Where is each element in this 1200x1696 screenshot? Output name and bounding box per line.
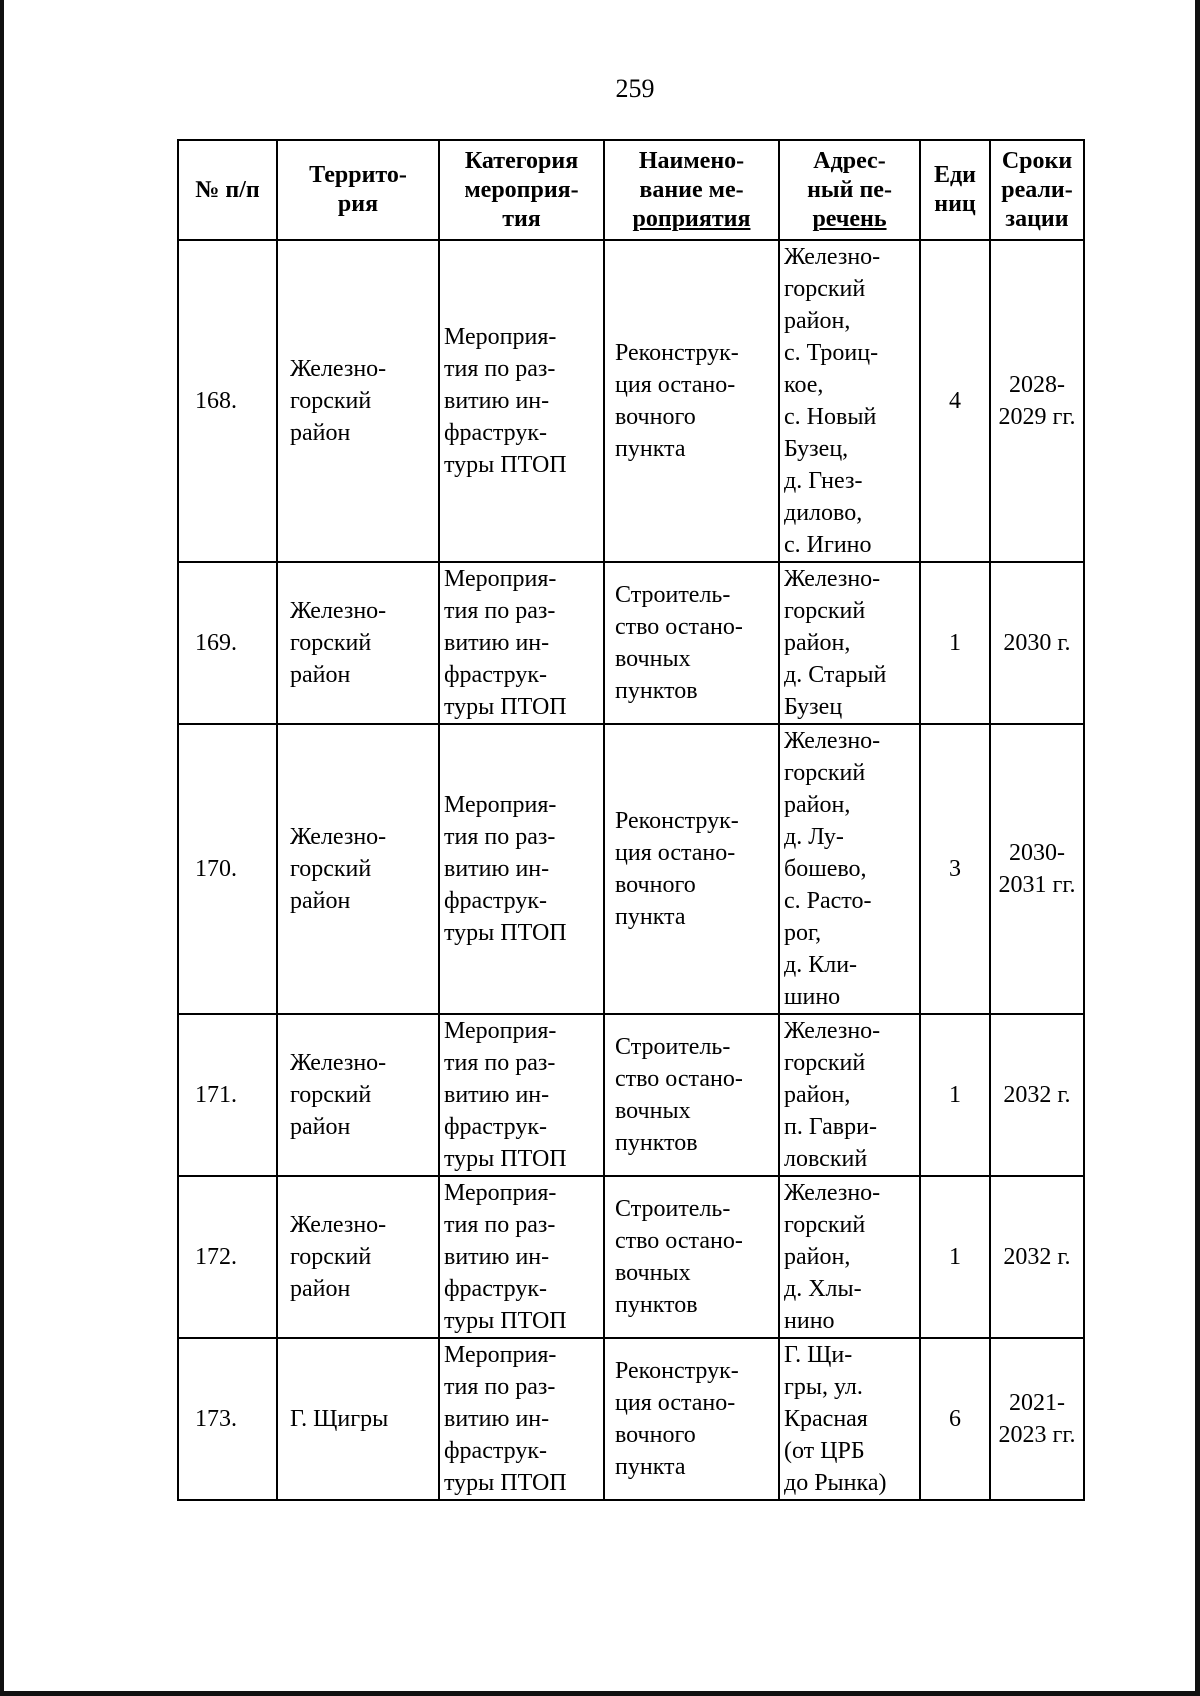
cell-name-line: Строитель-: [615, 1034, 731, 1060]
header-address: [779, 140, 920, 240]
cell-territory: [277, 724, 439, 1014]
cell-name-line: пунктов: [615, 678, 698, 704]
cell-category-line: тия по раз-: [444, 1050, 556, 1076]
cell-name-line: пункта: [615, 1454, 686, 1480]
cell-category-line: фраструк-: [444, 1114, 547, 1140]
cell-category-line: фраструк-: [444, 1438, 547, 1464]
table-row: [178, 1338, 1084, 1500]
cell-term: [990, 724, 1084, 1014]
header-term-line: Сроки: [1001, 147, 1073, 174]
cell-name-line: ция остано-: [615, 1390, 736, 1416]
cell-category-line: туры ПТОП: [444, 452, 567, 478]
cell-category: [439, 240, 604, 562]
header-category: [439, 140, 604, 240]
scan-border-right: [1195, 0, 1200, 1696]
cell-name-line: вочных: [615, 646, 691, 672]
cell-territory: [277, 562, 439, 724]
cell-address-line: Г. Щи-: [784, 1342, 853, 1368]
cell-category-line: витию ин-: [444, 1082, 550, 1108]
header-address-line: ный пе-: [807, 176, 892, 203]
cell-name-line: ство остано-: [615, 1066, 743, 1092]
cell-address-line: Железно-: [784, 728, 881, 754]
cell-territory-line: район: [290, 662, 351, 688]
cell-address-line: горский: [784, 1050, 866, 1076]
cell-address-line: горский: [784, 760, 866, 786]
cell-units: 1: [920, 1014, 990, 1176]
header-units-line: ниц: [934, 191, 976, 217]
table-row: [178, 1014, 1084, 1176]
cell-name-line: пункта: [615, 436, 686, 462]
cell-num: 171.: [178, 1014, 277, 1176]
cell-territory-line: Железно-: [290, 824, 387, 850]
cell-name-line: пункта: [615, 904, 686, 930]
header-row: [178, 140, 1084, 240]
cell-address-line: гры, ул.: [784, 1374, 863, 1400]
header-name-line: вание ме-: [639, 176, 744, 203]
header-address-line: речень: [812, 205, 887, 232]
cell-category-line: витию ин-: [444, 388, 550, 414]
table-body: [178, 240, 1084, 1500]
cell-category-line: тия по раз-: [444, 1374, 556, 1400]
cell-address-line: рог,: [784, 920, 822, 946]
cell-category-line: туры ПТОП: [444, 920, 567, 946]
cell-address-line: п. Гаври-: [784, 1114, 877, 1140]
header-name: [604, 140, 779, 240]
cell-territory-line: район: [290, 1114, 351, 1140]
cell-territory-line: горский: [290, 388, 372, 414]
cell-category-line: Мероприя-: [444, 792, 557, 818]
cell-address-line: нино: [784, 1308, 835, 1334]
cell-territory: [277, 1338, 439, 1500]
cell-address-line: горский: [784, 598, 866, 624]
cell-address-line: Красная: [784, 1406, 868, 1432]
cell-category-line: тия по раз-: [444, 356, 556, 382]
cell-category-line: туры ПТОП: [444, 694, 567, 720]
cell-term: [990, 1176, 1084, 1338]
cell-name-line: вочного: [615, 404, 696, 430]
cell-address-line: горский: [784, 276, 866, 302]
cell-category-line: витию ин-: [444, 856, 550, 882]
cell-term-line: 2032 г.: [1003, 1244, 1071, 1270]
cell-territory-line: Г. Щигры: [290, 1406, 389, 1432]
cell-address: [779, 1338, 920, 1500]
cell-territory-line: Железно-: [290, 1050, 387, 1076]
cell-address-line: до Рынка): [784, 1470, 887, 1496]
cell-num: 173.: [178, 1338, 277, 1500]
cell-term-line: 2032 г.: [1003, 1082, 1071, 1108]
header-name-line: роприятия: [632, 205, 751, 232]
cell-address-line: район,: [784, 1082, 851, 1108]
cell-category-line: фраструк-: [444, 420, 547, 446]
header-term-line: реали-: [1001, 176, 1073, 203]
cell-category-line: Мероприя-: [444, 1018, 557, 1044]
cell-address-line: дилово,: [784, 500, 863, 526]
cell-num: 169.: [178, 562, 277, 724]
cell-category-line: туры ПТОП: [444, 1146, 567, 1172]
cell-address-line: д. Лу-: [784, 824, 844, 850]
cell-category-line: фраструк-: [444, 1276, 547, 1302]
cell-name-line: вочных: [615, 1098, 691, 1124]
cell-units: 1: [920, 562, 990, 724]
cell-name-line: вочного: [615, 1422, 696, 1448]
cell-name-line: ция остано-: [615, 840, 736, 866]
header-category-line: Категория: [464, 147, 579, 174]
cell-name: [604, 724, 779, 1014]
cell-address-line: (от ЦРБ: [784, 1438, 865, 1464]
cell-category-line: витию ин-: [444, 630, 550, 656]
header-territory: [277, 140, 439, 240]
header-term-line: зации: [1005, 205, 1069, 232]
cell-address-line: горский: [784, 1212, 866, 1238]
cell-term-line: 2030-: [1009, 840, 1065, 866]
cell-address-line: Железно-: [784, 1180, 881, 1206]
cell-category-line: витию ин-: [444, 1406, 550, 1432]
cell-address: [779, 562, 920, 724]
cell-term-line: 2029 гг.: [998, 404, 1076, 430]
scan-border-left: [0, 0, 4, 1696]
header-address-line: Адрес-: [813, 147, 886, 174]
cell-category: [439, 562, 604, 724]
cell-address-line: д. Кли-: [784, 952, 858, 978]
cell-category: [439, 724, 604, 1014]
table-row: [178, 1176, 1084, 1338]
cell-units: 4: [920, 240, 990, 562]
scan-border-bottom: [0, 1691, 1200, 1696]
cell-term-line: 2021-: [1009, 1390, 1065, 1416]
cell-category-line: туры ПТОП: [444, 1308, 567, 1334]
cell-num: 172.: [178, 1176, 277, 1338]
cell-units: 6: [920, 1338, 990, 1500]
cell-address-line: Железно-: [784, 1018, 881, 1044]
cell-territory: [277, 1176, 439, 1338]
cell-term: [990, 562, 1084, 724]
header-term: [990, 140, 1084, 240]
cell-term: [990, 1338, 1084, 1500]
cell-territory-line: район: [290, 1276, 351, 1302]
header-territory-line: рия: [337, 191, 379, 217]
cell-category-line: Мероприя-: [444, 566, 557, 592]
cell-term-line: 2023 гг.: [998, 1422, 1076, 1448]
cell-address-line: с. Троиц-: [784, 340, 879, 366]
cell-address-line: Железно-: [784, 566, 881, 592]
cell-address-line: с. Расто-: [784, 888, 872, 914]
cell-name-line: Строитель-: [615, 1196, 731, 1222]
cell-term-line: 2030 г.: [1003, 630, 1071, 656]
cell-name-line: ство остано-: [615, 614, 743, 640]
cell-category: [439, 1338, 604, 1500]
header-num: [178, 140, 277, 240]
header-num-line: № п/п: [195, 176, 260, 203]
cell-num: 170.: [178, 724, 277, 1014]
cell-name-line: Реконструк-: [615, 340, 739, 366]
header-category-line: мероприя-: [464, 176, 579, 203]
cell-name: [604, 1176, 779, 1338]
cell-territory-line: Железно-: [290, 1212, 387, 1238]
cell-category-line: Мероприя-: [444, 1180, 557, 1206]
cell-category: [439, 1014, 604, 1176]
header-territory-line: Террито-: [309, 162, 407, 188]
cell-address-line: д. Гнез-: [784, 468, 863, 494]
cell-address-line: район,: [784, 792, 851, 818]
cell-category-line: тия по раз-: [444, 1212, 556, 1238]
cell-category-line: тия по раз-: [444, 598, 556, 624]
cell-name-line: пунктов: [615, 1292, 698, 1318]
cell-name: [604, 1014, 779, 1176]
cell-term-line: 2028-: [1009, 372, 1065, 398]
cell-category-line: тия по раз-: [444, 824, 556, 850]
cell-term: [990, 1014, 1084, 1176]
cell-name-line: ство остано-: [615, 1228, 743, 1254]
header-units: [920, 140, 990, 240]
cell-address-line: с. Игино: [784, 532, 872, 558]
header-units-line: Еди: [934, 162, 976, 188]
cell-name: [604, 240, 779, 562]
page-number: 259: [615, 74, 655, 103]
cell-category-line: Мероприя-: [444, 324, 557, 350]
cell-category-line: фраструк-: [444, 662, 547, 688]
cell-address: [779, 1176, 920, 1338]
cell-name-line: Реконструк-: [615, 1358, 739, 1384]
cell-name-line: вочных: [615, 1260, 691, 1286]
cell-address-line: район,: [784, 1244, 851, 1270]
cell-category-line: Мероприя-: [444, 1342, 557, 1368]
cell-term-line: 2031 гг.: [998, 872, 1076, 898]
cell-name-line: вочного: [615, 872, 696, 898]
cell-category-line: витию ин-: [444, 1244, 550, 1270]
cell-territory: [277, 1014, 439, 1176]
cell-address-line: д. Хлы-: [784, 1276, 862, 1302]
cell-address-line: бошево,: [784, 856, 867, 882]
cell-territory-line: горский: [290, 1244, 372, 1270]
cell-category-line: фраструк-: [444, 888, 547, 914]
cell-name-line: пунктов: [615, 1130, 698, 1156]
cell-address-line: д. Старый: [784, 662, 887, 688]
cell-territory-line: Железно-: [290, 356, 387, 382]
cell-name-line: Реконструк-: [615, 808, 739, 834]
cell-address: [779, 724, 920, 1014]
cell-address-line: ловский: [784, 1146, 868, 1172]
cell-category: [439, 1176, 604, 1338]
table-row: [178, 240, 1084, 562]
cell-units: 3: [920, 724, 990, 1014]
cell-address-line: Железно-: [784, 244, 881, 270]
cell-territory-line: Железно-: [290, 598, 387, 624]
cell-name: [604, 1338, 779, 1500]
header-category-line: тия: [502, 205, 541, 232]
table-row: [178, 724, 1084, 1014]
cell-name-line: ция остано-: [615, 372, 736, 398]
cell-territory-line: горский: [290, 630, 372, 656]
cell-units: 1: [920, 1176, 990, 1338]
cell-address-line: шино: [784, 984, 841, 1010]
cell-territory-line: район: [290, 888, 351, 914]
cell-num: 168.: [178, 240, 277, 562]
header-name-line: Наимено-: [638, 147, 745, 174]
cell-address: [779, 240, 920, 562]
cell-address-line: район,: [784, 308, 851, 334]
cell-territory-line: горский: [290, 856, 372, 882]
cell-address: [779, 1014, 920, 1176]
cell-name-line: Строитель-: [615, 582, 731, 608]
cell-territory-line: горский: [290, 1082, 372, 1108]
cell-territory-line: район: [290, 420, 351, 446]
table-row: [178, 562, 1084, 724]
cell-address-line: с. Новый: [784, 404, 877, 430]
activities-table: [177, 139, 1085, 1501]
cell-address-line: Бузец: [784, 694, 843, 720]
cell-territory: [277, 240, 439, 562]
cell-address-line: район,: [784, 630, 851, 656]
cell-name: [604, 562, 779, 724]
cell-term: [990, 240, 1084, 562]
cell-address-line: Бузец,: [784, 436, 849, 462]
cell-address-line: кое,: [784, 372, 824, 398]
cell-category-line: туры ПТОП: [444, 1470, 567, 1496]
